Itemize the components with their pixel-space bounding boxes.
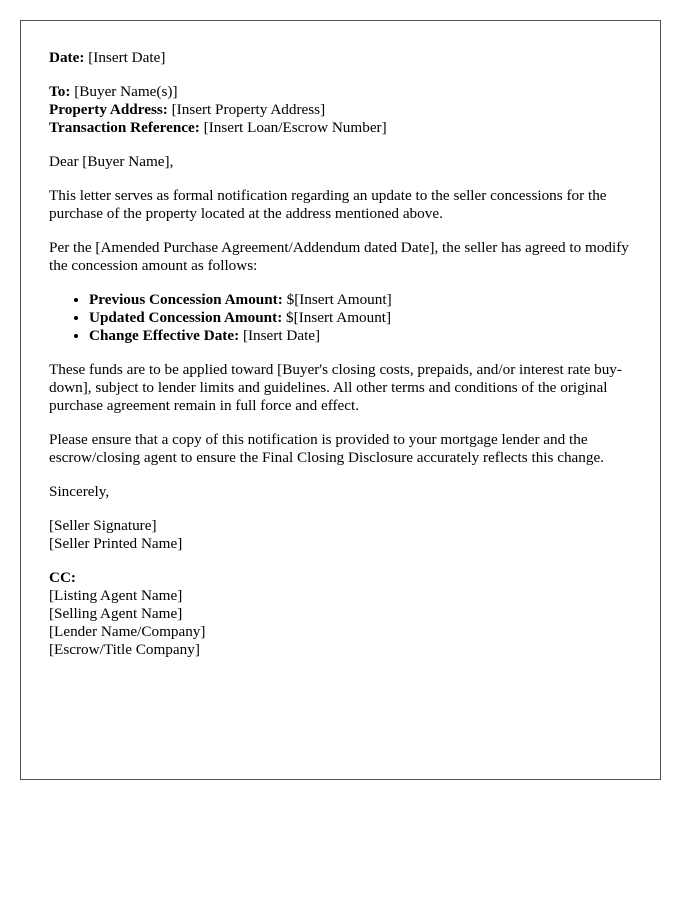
previous-concession-label: Previous Concession Amount: [89,291,283,308]
date-line [49,49,634,67]
signature-block [49,517,634,553]
funds-paragraph: These funds are to be applied toward [Buyer's closing costs, prepaids, and/or interest rate buy-down], subject to lender limits and guidelines. All other terms and conditions of the original purchase agreement remain in full force and effect. [49,361,622,414]
cc-label: CC: [49,569,76,586]
updated-concession-label: Updated Concession Amount: [89,309,283,326]
amendment-paragraph: Per the [Amended Purchase Agreement/Addendum dated Date], the seller has agreed to modify the concession amount as follows: [49,239,629,274]
to-line [49,83,634,101]
cc-recipient: [Escrow/Title Company] [49,641,200,658]
letter-frame [20,20,661,780]
cc-recipient: [Selling Agent Name] [49,605,183,622]
seller-printed-name: [Seller Printed Name] [49,535,183,552]
lender-notice-paragraph: Please ensure that a copy of this notification is provided to your mortgage lender and the escrow/closing agent to ensure the Final Closing Disclosure accurately reflects this change. [49,431,605,466]
effective-date-label: Change Effective Date: [89,327,240,344]
seller-signature: [Seller Signature] [49,517,157,534]
updated-concession-value: $[Insert Amount] [282,309,392,326]
transaction-reference-line [49,119,634,137]
intro-paragraph: This letter serves as formal notification regarding an update to the seller concessions for the purchase of the property located at the address mentioned above. [49,187,607,222]
date-value: [Insert Date] [84,49,166,66]
to-label: To: [49,83,71,100]
transaction-reference-label: Transaction Reference: [49,119,200,136]
cc-recipient: [Lender Name/Company] [49,623,206,640]
list-item [89,309,634,327]
previous-concession-value: $[Insert Amount] [282,291,392,308]
property-address-value: [Insert Property Address] [167,101,326,118]
sign-off: Sincerely, [49,483,110,500]
property-address-line [49,101,634,119]
to-value: [Buyer Name(s)] [70,83,178,100]
cc-recipient: [Listing Agent Name] [49,587,183,604]
salutation: Dear [Buyer Name], [49,153,174,170]
concession-list [49,291,634,345]
recipient-block [49,83,634,137]
date-label: Date: [49,49,85,66]
transaction-reference-value: [Insert Loan/Escrow Number] [199,119,387,136]
property-address-label: Property Address: [49,101,168,118]
cc-block [49,569,634,659]
list-item [89,327,634,345]
effective-date-value: [Insert Date] [239,327,321,344]
letter-body [49,49,634,675]
list-item [89,291,634,309]
